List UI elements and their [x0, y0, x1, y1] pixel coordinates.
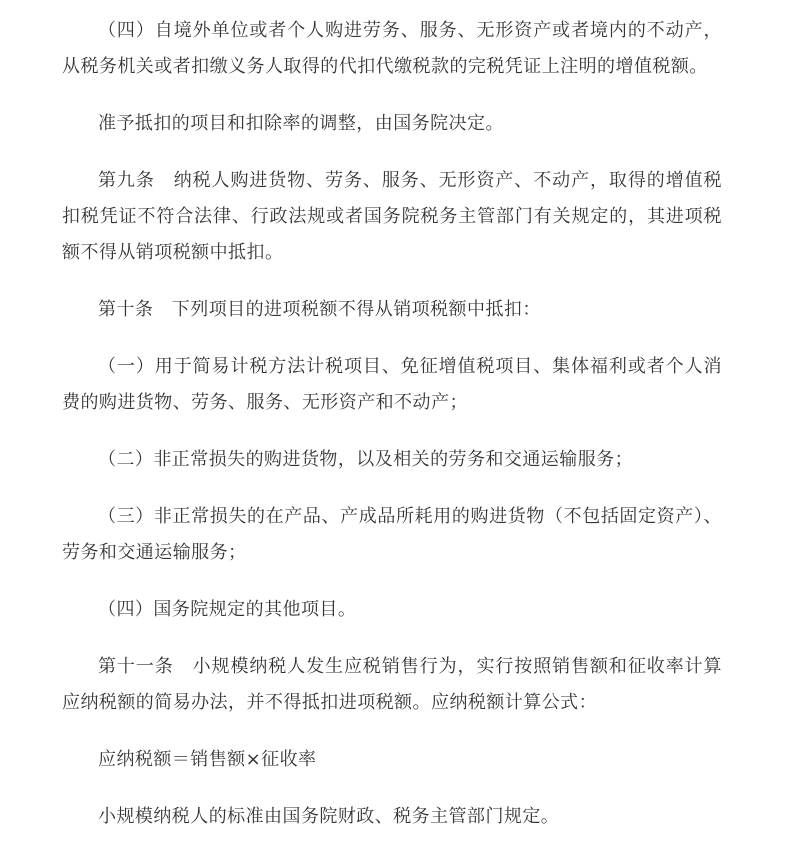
- small-taxpayer-standard: 小规模纳税人的标准由国务院财政、税务主管部门规定。: [98, 806, 560, 827]
- paragraph-deduction-adjustment: 准予抵扣的项目和扣除率的调整，由国务院决定。: [98, 113, 504, 134]
- article-9: 第九条 纳税人购进货物、劳务、服务、无形资产、不动产，取得的增值税扣税凭证不符合法律、行政法规或者国务院税务主管部门有关规定的，其进项税额不得从销项税额中抵扣。: [62, 170, 722, 263]
- paragraph-item-4-foreign-purchase: （四）自境外单位或者个人购进劳务、服务、无形资产或者境内的不动产，从税务机关或者扣缴义务人取得的代扣代缴税款的完税凭证上注明的增值税额。: [62, 20, 722, 77]
- document-body: [62, 13, 722, 856]
- article-10-item-1: （一）用于简易计税方法计税项目、免征增值税项目、集体福利或者个人消费的购进货物、劳务、服务、无形资产和不动产；: [62, 356, 722, 413]
- article-10-item-3: （三）非正常损失的在产品、产成品所耗用的购进货物（不包括固定资产）、劳务和交通运输服务；: [62, 506, 722, 563]
- tax-formula: 应纳税额＝销售额×征收率: [98, 749, 317, 770]
- article-11: 第十一条 小规模纳税人发生应税销售行为，实行按照销售额和征收率计算应纳税额的简易办法，并不得抵扣进项税额。应纳税额计算公式：: [62, 656, 722, 713]
- article-10-item-2: （二）非正常损失的购进货物，以及相关的劳务和交通运输服务；: [98, 449, 634, 470]
- article-10-item-4: （四）国务院规定的其他项目。: [98, 599, 357, 620]
- article-10-heading: 第十条 下列项目的进项税额不得从销项税额中抵扣：: [98, 299, 541, 320]
